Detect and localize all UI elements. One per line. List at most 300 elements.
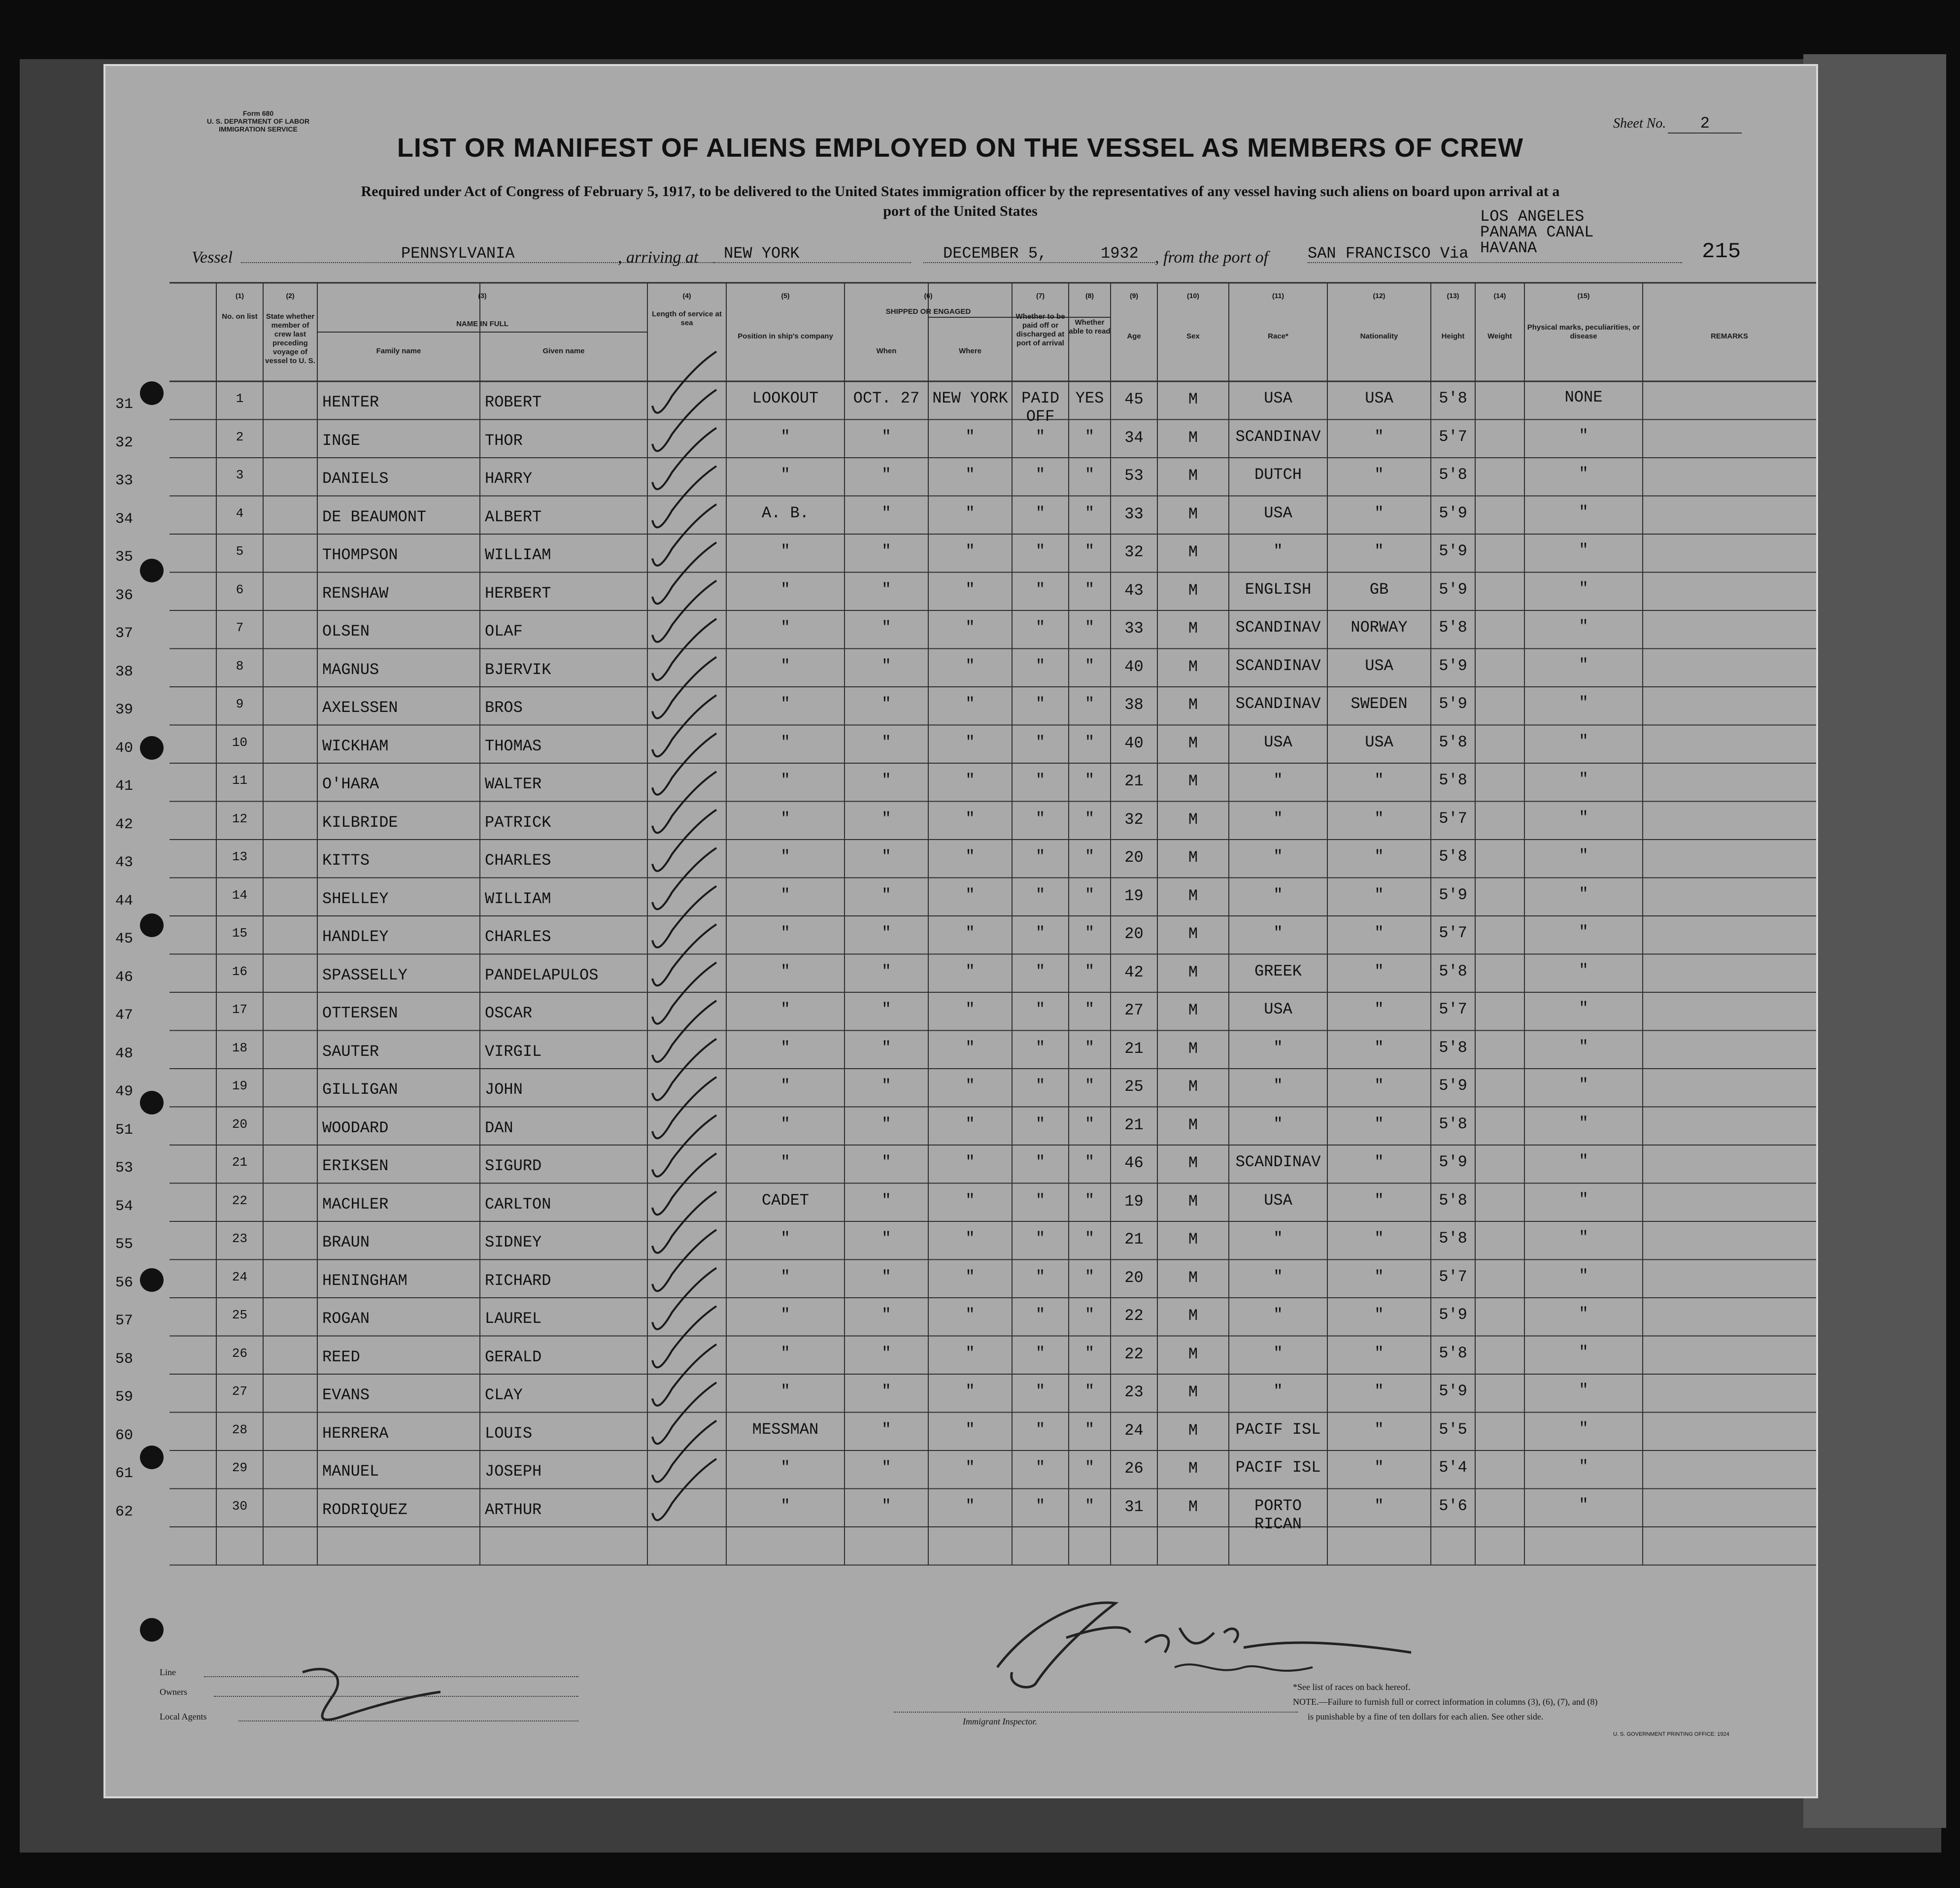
row-number: 14 — [232, 887, 248, 903]
paid-off: " — [1035, 1229, 1046, 1247]
column-number: (3) — [478, 292, 487, 300]
able-to-read: " — [1084, 1496, 1095, 1515]
row-number: 19 — [232, 1079, 248, 1093]
form-number: Form 680 — [242, 109, 274, 117]
race: " — [1273, 1382, 1283, 1400]
margin-line-number: 45 — [115, 931, 134, 947]
row-number: 30 — [232, 1498, 248, 1514]
shipped-when: OCT. 27 — [853, 389, 920, 407]
service-check-mark — [652, 1192, 716, 1253]
header-family-name: Family name — [376, 347, 421, 355]
shipped-where: " — [965, 885, 975, 904]
physical-marks: " — [1579, 1305, 1588, 1323]
row-number: 11 — [232, 773, 248, 788]
paid-off: " — [1035, 427, 1046, 446]
service-check-mark — [652, 848, 716, 909]
header-race: Race* — [1268, 332, 1288, 340]
physical-marks: " — [1579, 426, 1588, 445]
shipped-when: " — [881, 962, 891, 980]
sex: M — [1188, 1307, 1198, 1325]
physical-marks: " — [1579, 1228, 1588, 1247]
position: " — [780, 1077, 790, 1095]
header-shipped-engaged: SHIPPED OR ENGAGED — [885, 307, 971, 316]
given-name: JOHN — [485, 1080, 523, 1099]
sex: M — [1188, 1192, 1198, 1211]
sex: M — [1188, 1421, 1198, 1440]
inspector-signature — [968, 1569, 1460, 1697]
paid-off: " — [1035, 924, 1046, 942]
given-name: WALTER — [485, 775, 542, 793]
able-to-read: " — [1084, 1191, 1095, 1210]
row-number: 17 — [232, 1002, 248, 1017]
margin-line-number: 35 — [115, 549, 134, 566]
age: 33 — [1124, 505, 1144, 523]
position: " — [780, 542, 790, 560]
header-able-read: Whether able to read — [1069, 318, 1111, 336]
sex: M — [1188, 810, 1198, 829]
physical-marks: " — [1579, 770, 1588, 788]
age: 40 — [1124, 734, 1144, 752]
column-number: (5) — [781, 292, 790, 300]
service-check-mark — [652, 466, 716, 527]
margin-line-number: 46 — [115, 969, 134, 986]
shipped-when: " — [881, 1344, 891, 1362]
service-check-mark — [652, 1306, 716, 1367]
age: 20 — [1124, 925, 1144, 943]
service-check-mark — [652, 772, 716, 833]
paid-off: " — [1035, 1306, 1046, 1324]
nationality: " — [1374, 771, 1384, 789]
race: " — [1273, 771, 1283, 789]
header-where: Where — [959, 347, 981, 355]
sex: M — [1188, 886, 1198, 905]
margin-line-number: 38 — [115, 663, 134, 680]
race: " — [1273, 1077, 1283, 1095]
height: 5'7 — [1439, 809, 1467, 828]
shipped-when: " — [881, 542, 891, 560]
family-name: HENTER — [322, 393, 379, 411]
given-name: BROS — [485, 699, 523, 717]
header-position: Position in ship's company — [738, 332, 833, 340]
paid-off: " — [1035, 504, 1046, 522]
header-height: Height — [1441, 332, 1465, 340]
column-number: (9) — [1129, 292, 1139, 300]
sex: M — [1188, 1154, 1198, 1172]
race: USA — [1264, 389, 1292, 407]
physical-marks: " — [1579, 1152, 1588, 1170]
able-to-read: " — [1084, 924, 1095, 942]
height: 5'9 — [1439, 580, 1467, 599]
margin-line-number: 34 — [115, 510, 134, 528]
row-number: 3 — [236, 468, 244, 482]
shipped-when: " — [881, 1382, 891, 1400]
age: 27 — [1124, 1001, 1144, 1019]
shipped-where: " — [965, 733, 975, 751]
sex: M — [1188, 772, 1198, 790]
able-to-read: " — [1084, 427, 1095, 446]
shipped-where: " — [965, 1306, 975, 1324]
penalty-note-line-2: is punishable by a fine of ten dollars for each alien. See other side. — [1308, 1712, 1544, 1721]
height: 5'8 — [1439, 389, 1467, 407]
nationality: USA — [1365, 656, 1393, 675]
column-number: (4) — [682, 292, 691, 300]
physical-marks: " — [1579, 694, 1588, 712]
height: 5'9 — [1439, 1382, 1467, 1400]
race-note: *See list of races on back hereof. — [1293, 1682, 1411, 1692]
shipped-when: " — [881, 1420, 891, 1439]
race: " — [1273, 1229, 1283, 1247]
service-check-mark — [652, 1382, 716, 1444]
nationality: " — [1374, 1229, 1384, 1247]
vessel-label: Vessel — [192, 248, 233, 267]
paid-off: " — [1035, 962, 1046, 980]
sex: M — [1188, 1001, 1198, 1019]
position: " — [780, 847, 790, 866]
position: " — [780, 1306, 790, 1324]
from-port: SAN FRANCISCO Via — [1308, 244, 1469, 263]
shipped-where: NEW YORK — [932, 389, 1008, 407]
row-number: 20 — [232, 1116, 248, 1132]
sex: M — [1188, 1268, 1198, 1287]
row-number: 13 — [232, 849, 248, 864]
given-name: CHARLES — [485, 928, 551, 946]
age: 34 — [1124, 428, 1144, 447]
able-to-read: " — [1084, 1000, 1095, 1018]
header-length-service: Length of service at sea — [652, 310, 722, 327]
paid-off: " — [1035, 542, 1046, 560]
margin-line-number: 62 — [115, 1503, 134, 1520]
family-name: INGE — [322, 431, 360, 450]
margin-line-number: 42 — [115, 816, 134, 833]
race: SCANDINAV — [1235, 618, 1321, 637]
sex: M — [1188, 925, 1198, 943]
shipped-when: " — [881, 427, 891, 446]
shipped-where: " — [965, 962, 975, 980]
given-name: OSCAR — [485, 1004, 533, 1022]
sex: M — [1188, 1078, 1198, 1096]
service-check-mark — [652, 657, 716, 718]
shipped-when: " — [881, 809, 891, 828]
family-name: SPASSELLY — [322, 966, 407, 984]
age: 19 — [1124, 1192, 1144, 1211]
physical-marks: " — [1579, 1343, 1588, 1361]
age: 31 — [1124, 1497, 1144, 1516]
position: " — [780, 1458, 790, 1477]
row-number: 10 — [232, 735, 248, 750]
given-name: SIDNEY — [485, 1233, 542, 1251]
arriving-label: , arriving at — [618, 248, 699, 267]
family-name: REED — [322, 1348, 360, 1366]
shipped-where: " — [965, 1229, 975, 1247]
nationality: " — [1374, 427, 1384, 446]
margin-line-number: 51 — [115, 1121, 134, 1139]
column-number: (15) — [1577, 292, 1590, 300]
age: 25 — [1124, 1078, 1144, 1096]
shipped-when: " — [881, 504, 891, 522]
age: 21 — [1124, 1115, 1144, 1134]
via-port-2: PANAMA CANAL — [1480, 223, 1594, 241]
column-number: (1) — [235, 292, 244, 300]
inspector-underline — [894, 1712, 1298, 1713]
column-number: (10) — [1187, 292, 1199, 300]
sex: M — [1188, 543, 1198, 561]
row-number: 21 — [232, 1155, 248, 1170]
able-to-read: " — [1084, 1382, 1095, 1400]
age: 26 — [1124, 1459, 1144, 1478]
sex: M — [1188, 619, 1198, 638]
height: 5'9 — [1439, 695, 1467, 713]
shipped-when: " — [881, 885, 891, 904]
paid-off: " — [1035, 1153, 1046, 1171]
header-state-whether: State whether member of crew last preceding voyage of vessel to U. S. — [265, 312, 315, 365]
height: 5'7 — [1439, 1000, 1467, 1018]
race: SCANDINAV — [1235, 427, 1321, 446]
paid-off: " — [1035, 847, 1046, 866]
service-check-mark — [652, 695, 716, 756]
nationality: " — [1374, 1000, 1384, 1018]
column-number: (13) — [1447, 292, 1459, 300]
row-number: 8 — [236, 658, 244, 674]
sex: M — [1188, 848, 1198, 867]
paid-off: " — [1035, 1344, 1046, 1362]
family-name: HENINGHAM — [322, 1271, 407, 1290]
height: 5'8 — [1439, 1229, 1467, 1247]
family-name: DANIELS — [322, 470, 389, 488]
able-to-read: " — [1084, 542, 1095, 560]
race: USA — [1264, 1191, 1292, 1210]
paid-off: " — [1035, 1038, 1046, 1057]
nationality: " — [1374, 847, 1384, 866]
able-to-read: " — [1084, 1458, 1095, 1477]
given-name: VIRGIL — [485, 1042, 542, 1061]
row-number: 5 — [236, 544, 244, 559]
nationality: " — [1374, 1382, 1384, 1400]
nationality: SWEDEN — [1351, 695, 1408, 713]
service-check-mark — [652, 542, 716, 604]
agents-label: Local Agents — [160, 1712, 207, 1721]
physical-marks: " — [1579, 1037, 1588, 1056]
sex: M — [1188, 1345, 1198, 1363]
shipped-where: " — [965, 1191, 975, 1210]
margin-line-number: 43 — [115, 854, 134, 871]
paid-off: " — [1035, 809, 1046, 828]
height: 5'9 — [1439, 542, 1467, 560]
physical-marks: " — [1579, 503, 1588, 521]
header-name-in-full: NAME IN FULL — [456, 320, 508, 328]
row-number: 9 — [236, 697, 244, 711]
race: DUTCH — [1254, 466, 1302, 484]
family-name: BRAUN — [322, 1233, 370, 1251]
position: " — [780, 924, 790, 942]
age: 32 — [1124, 810, 1144, 829]
height: 5'9 — [1439, 1306, 1467, 1324]
race: PACIF ISL — [1235, 1458, 1321, 1477]
physical-marks: " — [1579, 1419, 1588, 1438]
shipped-when: " — [881, 1306, 891, 1324]
physical-marks: " — [1579, 923, 1588, 941]
shipped-when: " — [881, 1153, 891, 1171]
position: " — [780, 962, 790, 980]
physical-marks: " — [1579, 808, 1588, 827]
shipped-when: " — [881, 847, 891, 866]
given-name: ALBERT — [485, 507, 542, 526]
sex: M — [1188, 467, 1198, 485]
position: A. B. — [761, 504, 809, 522]
shipped-where: " — [965, 656, 975, 675]
arriving-port: NEW YORK — [724, 244, 800, 263]
nationality: " — [1374, 1077, 1384, 1095]
column-number: (2) — [286, 292, 295, 300]
margin-line-number: 44 — [115, 892, 134, 910]
position: " — [780, 809, 790, 828]
margin-line-number: 48 — [115, 1045, 134, 1062]
row-number: 27 — [232, 1384, 248, 1399]
able-to-read: " — [1084, 1344, 1095, 1362]
shipped-when: " — [881, 1229, 891, 1247]
back-sheet-edge — [1803, 54, 1946, 1828]
shipped-when: " — [881, 618, 891, 637]
height: 5'8 — [1439, 733, 1467, 751]
physical-marks: " — [1579, 732, 1588, 750]
paid-off: " — [1035, 1000, 1046, 1018]
margin-line-number: 33 — [115, 472, 134, 489]
margin-line-number: 57 — [115, 1313, 134, 1329]
service-check-mark — [652, 1421, 716, 1482]
position: " — [780, 656, 790, 675]
service-check-mark — [652, 1115, 716, 1177]
age: 22 — [1124, 1307, 1144, 1325]
owners-underline — [214, 1696, 578, 1697]
nationality: " — [1374, 1496, 1384, 1515]
shipped-where: " — [965, 1077, 975, 1095]
margin-line-number: 39 — [115, 702, 134, 718]
given-name: CARLTON — [485, 1195, 551, 1214]
paid-off: " — [1035, 466, 1046, 484]
manifest-sheet — [103, 64, 1818, 1798]
race: PACIF ISL — [1235, 1420, 1321, 1439]
sex: M — [1188, 963, 1198, 981]
physical-marks: " — [1579, 465, 1588, 483]
sex: M — [1188, 1039, 1198, 1058]
nationality: " — [1374, 809, 1384, 828]
age: 33 — [1124, 619, 1144, 638]
physical-marks: " — [1579, 1381, 1588, 1399]
paid-off: " — [1035, 1191, 1046, 1210]
height: 5'7 — [1439, 1267, 1467, 1286]
given-name: JOSEPH — [485, 1462, 542, 1481]
able-to-read: " — [1084, 962, 1095, 980]
shipped-where: " — [965, 809, 975, 828]
family-name: RODRIQUEZ — [322, 1500, 407, 1519]
age: 43 — [1124, 581, 1144, 600]
nationality: GB — [1369, 580, 1389, 599]
sex: M — [1188, 696, 1198, 714]
penalty-note-line-1: NOTE.—Failure to furnish full or correct information in columns (3), (6), (7), and (8) — [1293, 1697, 1598, 1707]
shipped-where: " — [965, 1420, 975, 1439]
service-name: IMMIGRATION SERVICE — [219, 125, 298, 133]
position: LOOKOUT — [752, 389, 819, 407]
margin-line-number: 55 — [115, 1236, 134, 1253]
nationality: " — [1374, 504, 1384, 522]
race: SCANDINAV — [1235, 695, 1321, 713]
row-number: 4 — [236, 506, 244, 521]
family-name: MAGNUS — [322, 660, 379, 679]
row-number: 25 — [232, 1308, 248, 1322]
position: " — [780, 466, 790, 484]
shipped-where: " — [965, 427, 975, 446]
service-check-mark — [652, 1001, 716, 1062]
physical-marks: " — [1579, 884, 1588, 903]
height: 5'8 — [1439, 466, 1467, 484]
family-name: WOODARD — [322, 1118, 389, 1137]
header-no-on-list: No. on list — [222, 312, 258, 321]
paid-off: PAID OFF — [1021, 389, 1059, 426]
nationality: " — [1374, 466, 1384, 484]
physical-marks: " — [1579, 579, 1588, 598]
column-number: (12) — [1373, 292, 1386, 300]
race: " — [1273, 847, 1283, 866]
given-name: LOUIS — [485, 1424, 533, 1443]
margin-line-number: 53 — [115, 1160, 134, 1177]
height: 5'8 — [1439, 618, 1467, 637]
margin-line-number: 40 — [115, 740, 134, 757]
row-number: 7 — [236, 620, 244, 635]
race: " — [1273, 1038, 1283, 1057]
physical-marks: " — [1579, 1076, 1588, 1094]
via-port-3: HAVANA — [1480, 239, 1537, 257]
column-number: (14) — [1493, 292, 1506, 300]
position: " — [780, 1382, 790, 1400]
position: " — [780, 885, 790, 904]
sex: M — [1188, 1230, 1198, 1248]
shipped-when: " — [881, 466, 891, 484]
age: 22 — [1124, 1345, 1144, 1363]
race: USA — [1264, 733, 1292, 751]
age: 23 — [1124, 1383, 1144, 1401]
shipped-where: " — [965, 1267, 975, 1286]
age: 53 — [1124, 467, 1144, 485]
physical-marks: " — [1579, 999, 1588, 1017]
paid-off: " — [1035, 656, 1046, 675]
physical-marks: " — [1579, 617, 1588, 636]
row-number: 23 — [232, 1231, 248, 1246]
able-to-read: " — [1084, 1114, 1095, 1133]
shipped-where: " — [965, 1344, 975, 1362]
able-to-read: " — [1084, 733, 1095, 751]
service-check-mark — [652, 352, 716, 413]
shipped-where: " — [965, 924, 975, 942]
shipped-when: " — [881, 1000, 891, 1018]
margin-line-number: 54 — [115, 1198, 134, 1215]
given-name: SIGURD — [485, 1157, 542, 1175]
shipped-where: " — [965, 1458, 975, 1477]
service-check-mark — [652, 1230, 716, 1291]
shipped-when: " — [881, 924, 891, 942]
service-check-mark — [652, 810, 716, 871]
race: " — [1273, 542, 1283, 560]
position: " — [780, 1344, 790, 1362]
age: 38 — [1124, 696, 1144, 714]
sex: M — [1188, 581, 1198, 600]
race: " — [1273, 924, 1283, 942]
race: USA — [1264, 504, 1292, 522]
given-name: BJERVIK — [485, 660, 551, 679]
position: " — [780, 1114, 790, 1133]
position: " — [780, 1267, 790, 1286]
shipped-where: " — [965, 1382, 975, 1400]
paid-off: " — [1035, 580, 1046, 599]
nationality: " — [1374, 1153, 1384, 1171]
